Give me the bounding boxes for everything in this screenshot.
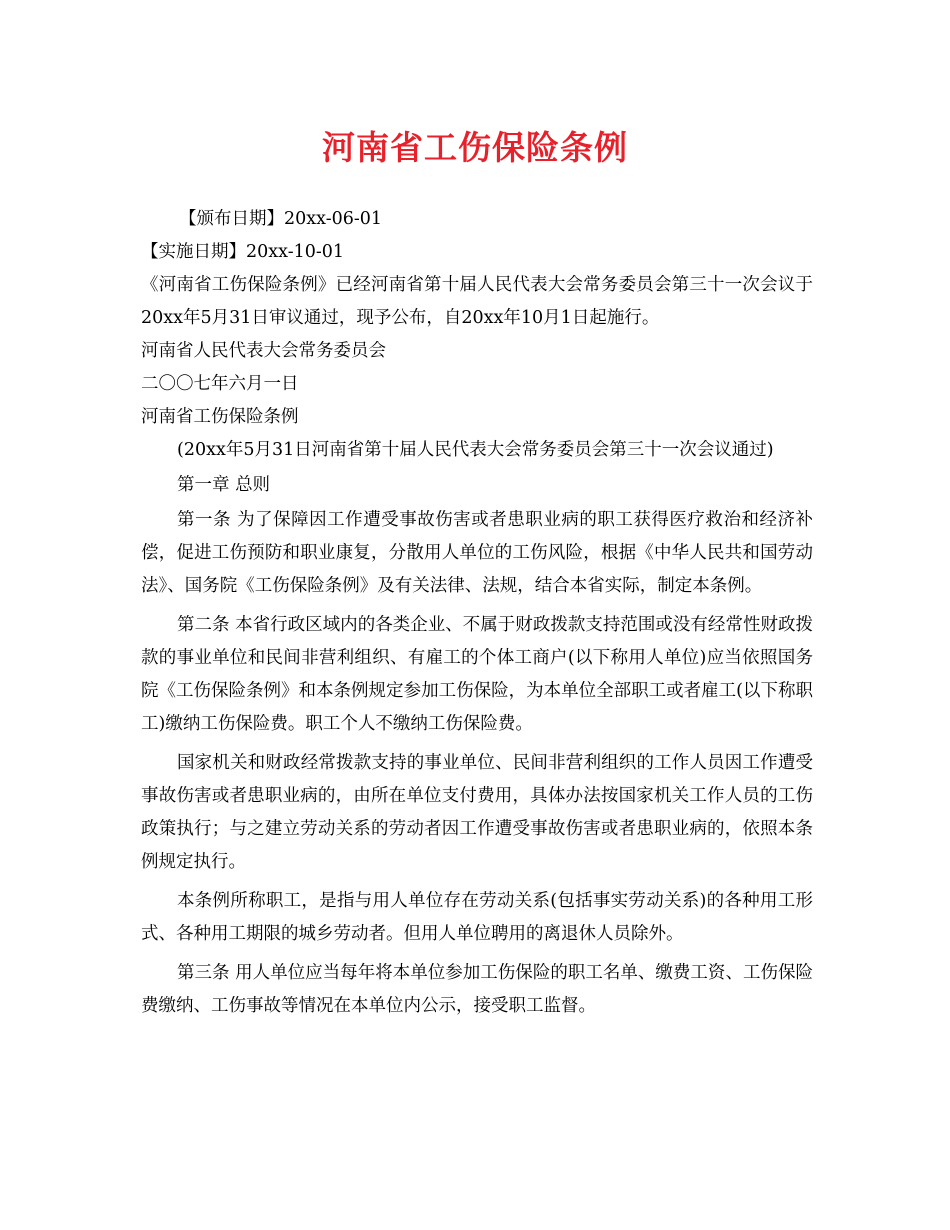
article-2: 第二条 本省行政区域内的各类企业、不属于财政拨款支持范围或没有经常性财政拨款的事业单位和民间非营利组织、有雇工的个体工商户(以下称用人单位)应当依照国务院《工伤保险条例》和本条例规定参加工伤保险，为本单位全部职工或者雇工(以下称职工)缴纳工伤保险费。职工个人不缴纳工伤保险费。 bbox=[141, 615, 813, 734]
regulation-name: 河南省工伤保险条例 bbox=[141, 407, 299, 427]
document-body bbox=[141, 203, 813, 1023]
article-2-paragraph-3: 本条例所称职工，是指与用人单位存在劳动关系(包括事实劳动关系)的各种用工形式、各种用工期限的城乡劳动者。但用人单位聘用的离退休人员除外。 bbox=[141, 891, 813, 944]
issue-date: 二〇〇七年六月一日 bbox=[141, 374, 299, 394]
promulgation-date: 【颁布日期】20xx-06-01 bbox=[179, 209, 383, 229]
issuing-authority: 河南省人民代表大会常务委员会 bbox=[141, 341, 386, 361]
article-1: 第一条 为了保障因工作遭受事故伤害或者患职业病的职工获得医疗救治和经济补偿，促进工伤预防和职业康复，分散用人单位的工伤风险，根据《中华人民共和国劳动法》、国务院《工伤保险条例》及有关法律、法规，结合本省实际，制定本条例。 bbox=[141, 510, 813, 596]
chapter-heading: 第一章 总则 bbox=[177, 475, 271, 495]
document-title: 河南省工伤保险条例 bbox=[322, 128, 628, 167]
effective-date: 【实施日期】20xx-10-01 bbox=[141, 242, 345, 262]
article-2-paragraph-2: 国家机关和财政经常拨款支持的事业单位、民间非营利组织的工作人员因工作遭受事故伤害或者患职业病的，由所在单位支付费用，具体办法按国家机关工作人员的工伤政策执行；与之建立劳动关系的劳动者因工作遭受事故伤害或者患职业病的，依照本条例规定执行。 bbox=[141, 753, 813, 872]
adoption-note: (20xx年5月31日河南省第十届人民代表大会常务委员会第三十一次会议通过) bbox=[177, 440, 774, 460]
article-3: 第三条 用人单位应当每年将本单位参加工伤保险的职工名单、缴费工资、工伤保险费缴纳、工伤事故等情况在本单位内公示，接受职工监督。 bbox=[141, 963, 813, 1016]
announcement-paragraph: 《河南省工伤保险条例》已经河南省第十届人民代表大会常务委员会第三十一次会议于20xx年5月31日审议通过，现予公布，自20xx年10月1日起施行。 bbox=[141, 275, 813, 328]
